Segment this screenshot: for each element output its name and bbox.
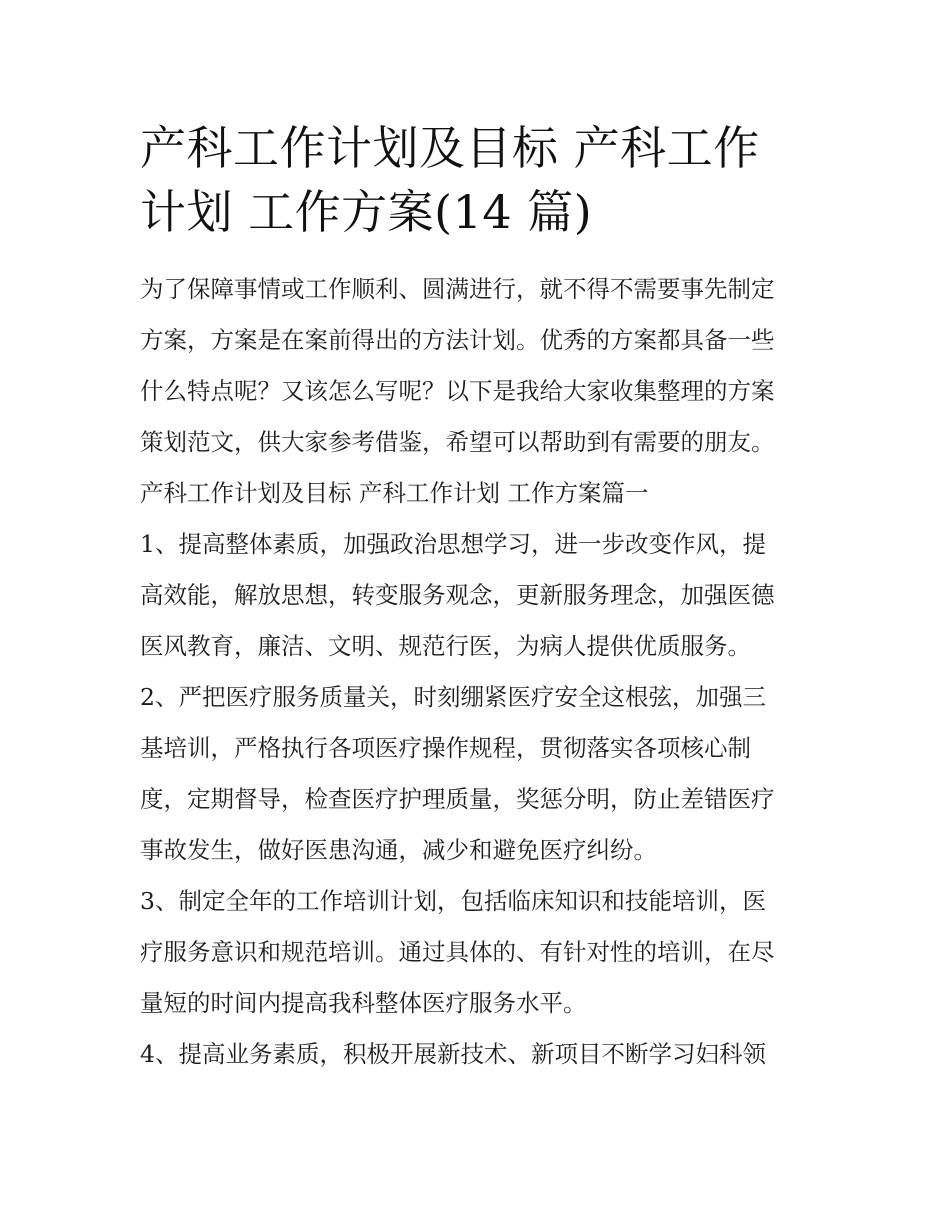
body-line: 4、提高业务素质，积极开展新技术、新项目不断学习妇科领 bbox=[140, 1040, 766, 1068]
body-line: 高效能，解放思想，转变服务观念，更新服务理念，加强医德 bbox=[140, 581, 775, 609]
section-heading: 产科工作计划及目标 产科工作计划 工作方案篇一 bbox=[140, 479, 649, 507]
body-line: 3、制定全年的工作培训计划，包括临床知识和技能培训，医 bbox=[140, 887, 766, 915]
body-line: 为了保障事情或工作顺利、圆满进行，就不得不需要事先制定 bbox=[140, 275, 775, 303]
body-line: 什么特点呢？又该怎么写呢？以下是我给大家收集整理的方案 bbox=[140, 377, 775, 405]
document-title bbox=[140, 116, 820, 244]
body-line: 医风教育，廉洁、文明、规范行医，为病人提供优质服务。 bbox=[140, 632, 751, 660]
document-title-line-1: 产科工作计划及目标 产科工作 bbox=[140, 121, 760, 175]
body-line: 疗服务意识和规范培训。通过具体的、有针对性的培训，在尽 bbox=[140, 938, 775, 966]
body-line: 基培训，严格执行各项医疗操作规程，贯彻落实各项核心制 bbox=[140, 734, 751, 762]
body-line: 事故发生，做好医患沟通，减少和避免医疗纠纷。 bbox=[140, 836, 657, 864]
body-line: 量短的时间内提高我科整体医疗服务水平。 bbox=[140, 989, 587, 1017]
body-line: 度，定期督导，检查医疗护理质量，奖惩分明，防止差错医疗 bbox=[140, 785, 775, 813]
document-title-line-2: 计划 工作方案(14 篇) bbox=[140, 185, 593, 239]
body-line: 策划范文，供大家参考借鉴，希望可以帮助到有需要的朋友。 bbox=[140, 428, 775, 456]
body-line: 1、提高整体素质，加强政治思想学习，进一步改变作风，提 bbox=[140, 530, 766, 558]
document-content bbox=[140, 116, 820, 1080]
document-body bbox=[140, 264, 820, 1080]
body-line: 2、严把医疗服务质量关，时刻绷紧医疗安全这根弦，加强三 bbox=[140, 683, 766, 711]
body-line: 方案，方案是在案前得出的方法计划。优秀的方案都具备一些 bbox=[140, 326, 775, 354]
